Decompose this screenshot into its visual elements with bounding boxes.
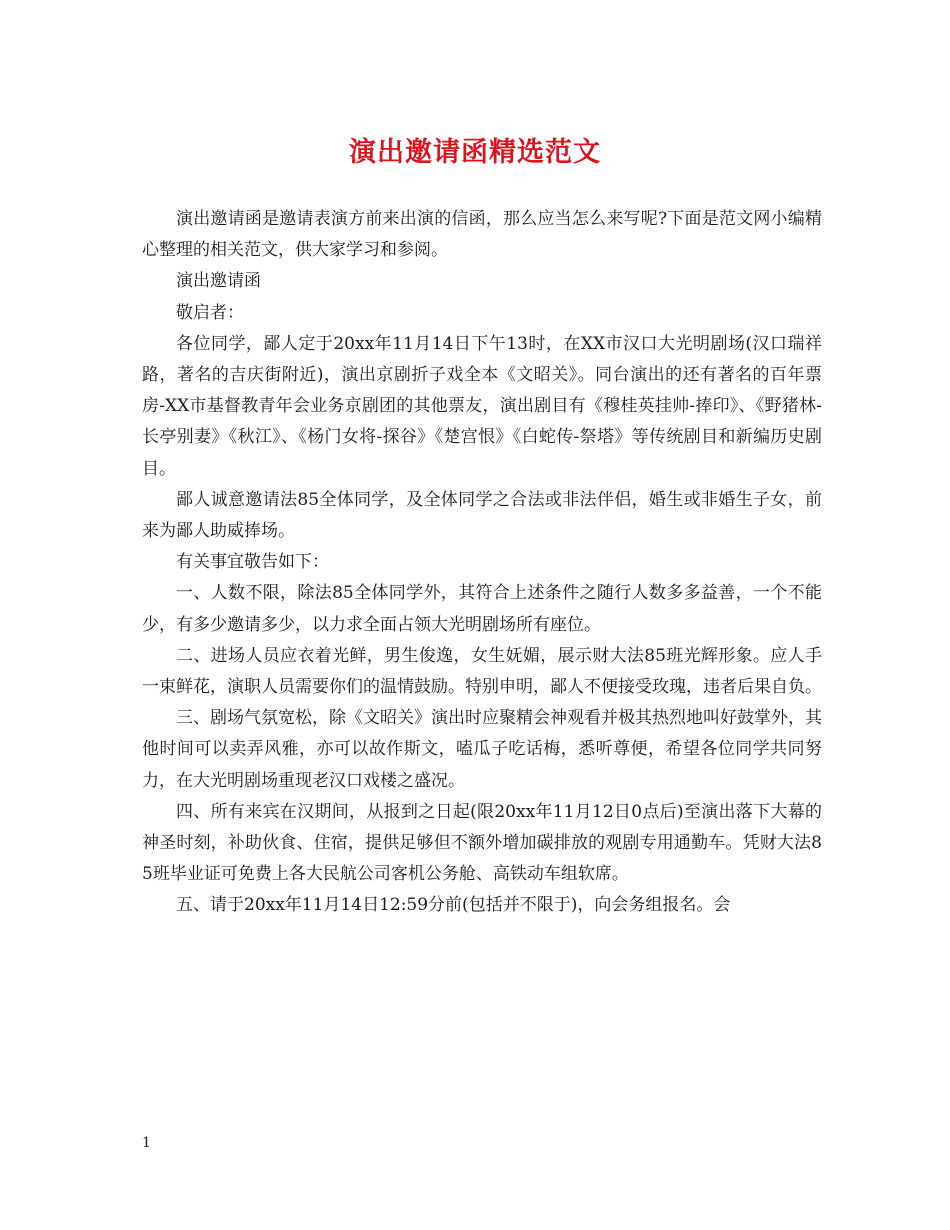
page-number: 1 bbox=[142, 1135, 151, 1151]
paragraph-item-2: 二、进场人员应衣着光鲜，男生俊逸，女生妩媚，展示财大法85班光辉形象。应人手一束鲜花，演职人员需要你们的温情鼓励。特别申明，鄙人不便接受玫瑰，违者后果自负。 bbox=[142, 645, 822, 698]
paragraph-item-3: 三、剧场气氛宽松，除《文昭关》演出时应聚精会神观看并极其热烈地叫好鼓掌外，其他时间可以卖弄风雅，亦可以故作斯文，嗑瓜子吃话梅，悉听尊便，希望各位同学共同努力，在大光明剧场重现老汉口戏楼之盛况。 bbox=[142, 708, 822, 791]
paragraph-salutation: 敬启者： bbox=[176, 302, 244, 323]
paragraph-invitation: 鄙人诚意邀请法85全体同学，及全体同学之合法或非法伴侣，婚生或非婚生子女，前来为鄙人助威捧场。 bbox=[142, 489, 822, 542]
paragraph-item-4: 四、所有来宾在汉期间，从报到之日起(限20xx年11月12日0点后)至演出落下大幕的神圣时刻，补助伙食、住宿，提供足够但不额外增加碳排放的观剧专用通勤车。凭财大法85班毕业证可免费上各大民航公司客机公务舱、高铁动车组软席。 bbox=[142, 801, 822, 885]
document-body bbox=[142, 204, 822, 922]
paragraph-item-1: 一、人数不限，除法85全体同学外，其符合上述条件之随行人数多多益善，一个不能少，有多少邀请多少，以力求全面占领大光明剧场所有座位。 bbox=[142, 583, 822, 635]
paragraph-heading: 演出邀请函 bbox=[176, 271, 261, 292]
document-title: 演出邀请函精选范文 bbox=[349, 137, 601, 168]
paragraph-intro: 演出邀请函是邀请表演方前来出演的信函，那么应当怎么来写呢?下面是范文网小编精心整理的相关范文，供大家学习和参阅。 bbox=[142, 209, 822, 261]
paragraph-item-5: 五、请于20xx年11月14日12:59分前(包括并不限于)，向会务组报名。会 bbox=[176, 895, 731, 916]
paragraph-event: 各位同学，鄙人定于20xx年11月14日下午13时，在XX市汉口大光明剧场(汉口瑞祥路，著名的吉庆街附近)，演出京剧折子戏全本《文昭关》。同台演出的还有著名的百年票房-XX市基督教青年会业务京剧团的其他票友，演出剧目有《穆桂英挂帅-捧印》、《野猪林-长亭别妻》《秋江》、《杨门女将-探谷》《楚宫恨》《白蛇传-祭塔》等传统剧目和新编历史剧目。 bbox=[142, 333, 822, 479]
paragraph-notice-intro: 有关事宜敬告如下： bbox=[176, 552, 329, 573]
